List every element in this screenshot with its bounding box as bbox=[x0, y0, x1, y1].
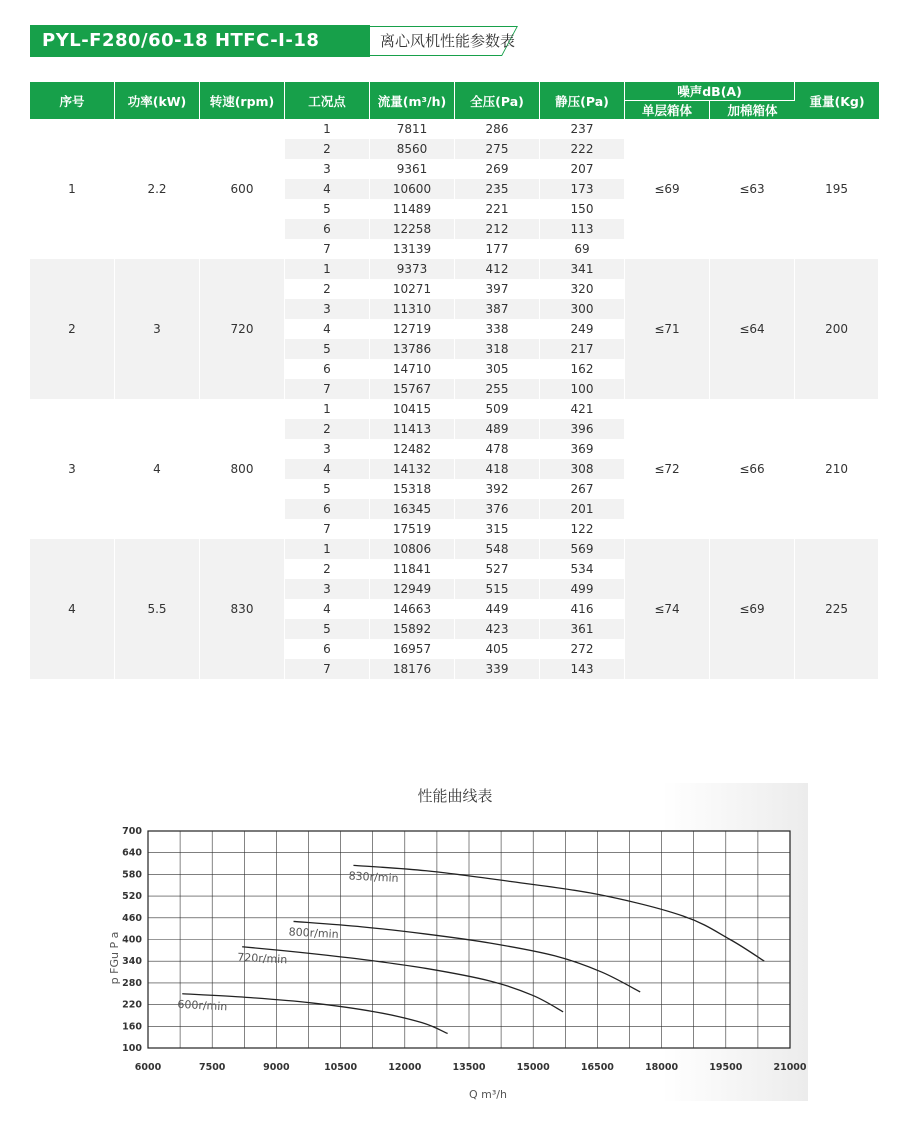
cell-flow: 9361 bbox=[370, 159, 455, 179]
cell-static-pressure: 237 bbox=[540, 119, 625, 139]
cell-static-pressure: 143 bbox=[540, 659, 625, 679]
cell-total-pressure: 392 bbox=[455, 479, 540, 499]
y-tick-label: 400 bbox=[122, 934, 142, 946]
cell-noise-cotton: ≤69 bbox=[710, 539, 795, 679]
cell-noise-single: ≤74 bbox=[625, 539, 710, 679]
cell-point: 2 bbox=[285, 279, 370, 299]
cell-index: 3 bbox=[30, 399, 115, 539]
y-tick-label: 220 bbox=[122, 999, 142, 1011]
cell-static-pressure: 569 bbox=[540, 539, 625, 559]
cell-point: 4 bbox=[285, 179, 370, 199]
cell-index: 1 bbox=[30, 119, 115, 259]
y-axis-label: p FGu P a bbox=[108, 931, 121, 985]
y-tick-label: 520 bbox=[122, 891, 142, 903]
model-title: PYL-F280/60-18 HTFC-I-18 bbox=[30, 25, 370, 57]
table-subtitle: 离心风机性能参数表 bbox=[380, 32, 516, 50]
cell-static-pressure: 272 bbox=[540, 639, 625, 659]
cell-flow: 14132 bbox=[370, 459, 455, 479]
cell-flow: 10415 bbox=[370, 399, 455, 419]
cell-point: 2 bbox=[285, 419, 370, 439]
cell-total-pressure: 397 bbox=[455, 279, 540, 299]
cell-flow: 8560 bbox=[370, 139, 455, 159]
cell-flow: 11310 bbox=[370, 299, 455, 319]
header-power: 功率(kW) bbox=[115, 82, 200, 119]
cell-total-pressure: 376 bbox=[455, 499, 540, 519]
cell-point: 4 bbox=[285, 459, 370, 479]
cell-flow: 12258 bbox=[370, 219, 455, 239]
cell-static-pressure: 416 bbox=[540, 599, 625, 619]
header-total-pressure: 全压(Pa) bbox=[455, 82, 540, 119]
cell-point: 7 bbox=[285, 659, 370, 679]
cell-static-pressure: 162 bbox=[540, 359, 625, 379]
cell-point: 5 bbox=[285, 199, 370, 219]
cell-static-pressure: 122 bbox=[540, 519, 625, 539]
cell-static-pressure: 361 bbox=[540, 619, 625, 639]
cell-static-pressure: 300 bbox=[540, 299, 625, 319]
y-tick-label: 100 bbox=[122, 1043, 142, 1054]
cell-noise-cotton: ≤66 bbox=[710, 399, 795, 539]
cell-speed: 720 bbox=[200, 259, 285, 399]
cell-power: 2.2 bbox=[115, 119, 200, 259]
cell-total-pressure: 286 bbox=[455, 119, 540, 139]
cell-flow: 13786 bbox=[370, 339, 455, 359]
header-static-pressure: 静压(Pa) bbox=[540, 82, 625, 119]
cell-flow: 16345 bbox=[370, 499, 455, 519]
cell-flow: 15767 bbox=[370, 379, 455, 399]
y-tick-label: 640 bbox=[122, 847, 142, 859]
cell-static-pressure: 222 bbox=[540, 139, 625, 159]
cell-point: 3 bbox=[285, 579, 370, 599]
cell-point: 3 bbox=[285, 159, 370, 179]
cell-static-pressure: 396 bbox=[540, 419, 625, 439]
curve-label: 800r/min bbox=[288, 925, 339, 942]
x-tick-label: 12000 bbox=[388, 1062, 422, 1073]
cell-point: 3 bbox=[285, 299, 370, 319]
cell-speed: 830 bbox=[200, 539, 285, 679]
cell-static-pressure: 249 bbox=[540, 319, 625, 339]
y-tick-label: 160 bbox=[122, 1021, 142, 1033]
cell-total-pressure: 339 bbox=[455, 659, 540, 679]
cell-weight: 195 bbox=[795, 119, 879, 259]
cell-static-pressure: 69 bbox=[540, 239, 625, 259]
cell-flow: 14663 bbox=[370, 599, 455, 619]
cell-noise-single: ≤72 bbox=[625, 399, 710, 539]
cell-total-pressure: 405 bbox=[455, 639, 540, 659]
x-tick-label: 6000 bbox=[134, 1062, 162, 1073]
cell-noise-single: ≤69 bbox=[625, 119, 710, 259]
y-tick-label: 340 bbox=[122, 956, 142, 968]
cell-point: 6 bbox=[285, 359, 370, 379]
cell-total-pressure: 412 bbox=[455, 259, 540, 279]
cell-flow: 12719 bbox=[370, 319, 455, 339]
cell-flow: 13139 bbox=[370, 239, 455, 259]
cell-point: 1 bbox=[285, 259, 370, 279]
cell-flow: 15318 bbox=[370, 479, 455, 499]
cell-point: 7 bbox=[285, 519, 370, 539]
cell-static-pressure: 369 bbox=[540, 439, 625, 459]
cell-static-pressure: 173 bbox=[540, 179, 625, 199]
cell-total-pressure: 423 bbox=[455, 619, 540, 639]
cell-power: 5.5 bbox=[115, 539, 200, 679]
x-tick-label: 19500 bbox=[709, 1062, 743, 1073]
cell-static-pressure: 267 bbox=[540, 479, 625, 499]
cell-total-pressure: 338 bbox=[455, 319, 540, 339]
cell-speed: 800 bbox=[200, 399, 285, 539]
cell-total-pressure: 489 bbox=[455, 419, 540, 439]
cell-total-pressure: 478 bbox=[455, 439, 540, 459]
cell-noise-cotton: ≤64 bbox=[710, 259, 795, 399]
cell-total-pressure: 548 bbox=[455, 539, 540, 559]
cell-point: 3 bbox=[285, 439, 370, 459]
x-tick-label: 10500 bbox=[324, 1062, 358, 1073]
header-weight: 重量(Kg) bbox=[795, 82, 879, 119]
cell-static-pressure: 201 bbox=[540, 499, 625, 519]
cell-static-pressure: 217 bbox=[540, 339, 625, 359]
cell-point: 5 bbox=[285, 479, 370, 499]
cell-static-pressure: 113 bbox=[540, 219, 625, 239]
cell-point: 6 bbox=[285, 639, 370, 659]
cell-point: 4 bbox=[285, 319, 370, 339]
cell-static-pressure: 150 bbox=[540, 199, 625, 219]
x-tick-label: 21000 bbox=[773, 1062, 807, 1073]
header-noise-cotton: 加棉箱体 bbox=[710, 100, 795, 119]
y-tick-label: 280 bbox=[122, 977, 142, 989]
cell-flow: 16957 bbox=[370, 639, 455, 659]
y-tick-label: 460 bbox=[122, 912, 142, 924]
x-tick-label: 18000 bbox=[645, 1062, 679, 1073]
cell-total-pressure: 255 bbox=[455, 379, 540, 399]
cell-point: 6 bbox=[285, 219, 370, 239]
header-flow: 流量(m³/h) bbox=[370, 82, 455, 119]
cell-total-pressure: 275 bbox=[455, 139, 540, 159]
cell-point: 5 bbox=[285, 339, 370, 359]
cell-flow: 11489 bbox=[370, 199, 455, 219]
cell-point: 1 bbox=[285, 119, 370, 139]
cell-total-pressure: 387 bbox=[455, 299, 540, 319]
header-point: 工况点 bbox=[285, 82, 370, 119]
cell-total-pressure: 269 bbox=[455, 159, 540, 179]
cell-point: 5 bbox=[285, 619, 370, 639]
cell-static-pressure: 207 bbox=[540, 159, 625, 179]
cell-point: 1 bbox=[285, 539, 370, 559]
cell-static-pressure: 421 bbox=[540, 399, 625, 419]
chart-title: 性能曲线表 bbox=[417, 787, 493, 805]
cell-static-pressure: 320 bbox=[540, 279, 625, 299]
cell-flow: 9373 bbox=[370, 259, 455, 279]
cell-power: 3 bbox=[115, 259, 200, 399]
cell-flow: 10806 bbox=[370, 539, 455, 559]
x-tick-label: 7500 bbox=[198, 1062, 226, 1073]
curve-label: 830r/min bbox=[348, 869, 399, 885]
x-tick-label: 9000 bbox=[263, 1062, 290, 1073]
cell-point: 2 bbox=[285, 559, 370, 579]
cell-flow: 12949 bbox=[370, 579, 455, 599]
header-noise-single: 单层箱体 bbox=[625, 100, 710, 119]
cell-flow: 11841 bbox=[370, 559, 455, 579]
cell-index: 4 bbox=[30, 539, 115, 679]
header-speed: 转速(rpm) bbox=[200, 82, 285, 119]
curve-label: 720r/min bbox=[237, 950, 288, 967]
x-tick-label: 16500 bbox=[580, 1062, 614, 1073]
cell-weight: 225 bbox=[795, 539, 879, 679]
cell-total-pressure: 527 bbox=[455, 559, 540, 579]
x-tick-label: 15000 bbox=[516, 1062, 550, 1073]
cell-total-pressure: 318 bbox=[455, 339, 540, 359]
cell-flow: 18176 bbox=[370, 659, 455, 679]
cell-total-pressure: 515 bbox=[455, 579, 540, 599]
y-tick-label: 700 bbox=[122, 826, 142, 837]
cell-power: 4 bbox=[115, 399, 200, 539]
cell-noise-cotton: ≤63 bbox=[710, 119, 795, 259]
header-index: 序号 bbox=[30, 82, 115, 119]
cell-static-pressure: 308 bbox=[540, 459, 625, 479]
cell-weight: 200 bbox=[795, 259, 879, 399]
cell-static-pressure: 341 bbox=[540, 259, 625, 279]
cell-index: 2 bbox=[30, 259, 115, 399]
cell-total-pressure: 212 bbox=[455, 219, 540, 239]
cell-total-pressure: 221 bbox=[455, 199, 540, 219]
cell-speed: 600 bbox=[200, 119, 285, 259]
cell-weight: 210 bbox=[795, 399, 879, 539]
cell-total-pressure: 449 bbox=[455, 599, 540, 619]
cell-flow: 12482 bbox=[370, 439, 455, 459]
cell-total-pressure: 305 bbox=[455, 359, 540, 379]
x-tick-label: 13500 bbox=[452, 1062, 486, 1073]
cell-total-pressure: 315 bbox=[455, 519, 540, 539]
cell-point: 4 bbox=[285, 599, 370, 619]
cell-point: 7 bbox=[285, 379, 370, 399]
cell-flow: 10271 bbox=[370, 279, 455, 299]
cell-flow: 17519 bbox=[370, 519, 455, 539]
cell-point: 7 bbox=[285, 239, 370, 259]
cell-flow: 10600 bbox=[370, 179, 455, 199]
cell-total-pressure: 177 bbox=[455, 239, 540, 259]
y-tick-label: 580 bbox=[122, 869, 142, 881]
cell-flow: 11413 bbox=[370, 419, 455, 439]
cell-static-pressure: 499 bbox=[540, 579, 625, 599]
cell-point: 2 bbox=[285, 139, 370, 159]
cell-point: 1 bbox=[285, 399, 370, 419]
cell-static-pressure: 534 bbox=[540, 559, 625, 579]
cell-total-pressure: 235 bbox=[455, 179, 540, 199]
cell-flow: 14710 bbox=[370, 359, 455, 379]
cell-flow: 7811 bbox=[370, 119, 455, 139]
cell-point: 6 bbox=[285, 499, 370, 519]
curve-label: 600r/min bbox=[177, 997, 228, 1014]
x-axis-label: Q m³/h bbox=[469, 1088, 507, 1101]
cell-total-pressure: 509 bbox=[455, 399, 540, 419]
header-noise: 噪声dB(A) bbox=[625, 82, 795, 100]
cell-flow: 15892 bbox=[370, 619, 455, 639]
cell-total-pressure: 418 bbox=[455, 459, 540, 479]
cell-noise-single: ≤71 bbox=[625, 259, 710, 399]
cell-static-pressure: 100 bbox=[540, 379, 625, 399]
